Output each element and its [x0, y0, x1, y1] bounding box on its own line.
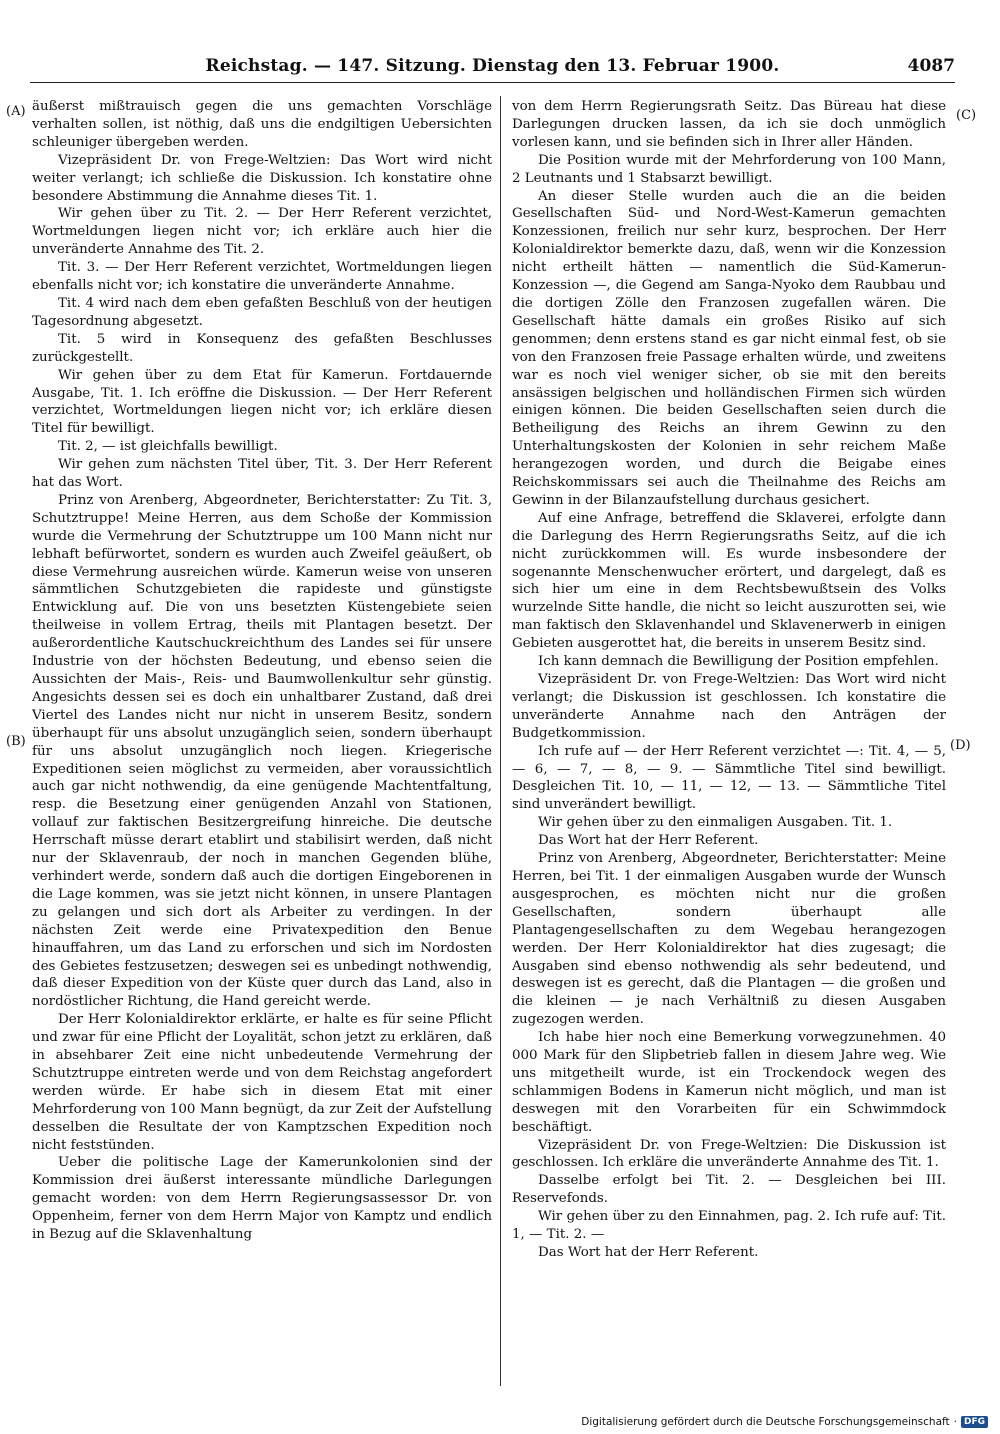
page-number: 4087	[907, 56, 955, 76]
paragraph: Wir gehen über zu dem Etat für Kamerun. Fortdauernde Ausgabe, Tit. 1. Ich eröffne die Diskussion. — Der Herr Referent verzichtet, Wortmeldungen liegen nicht vor; ich erkläre diesen Titel für bewilligt.	[32, 367, 492, 437]
paragraph: An dieser Stelle wurden auch die an die beiden Gesellschaften Süd- und Nord-West-Kamerun gemachten Konzessionen, freilich nur sehr kurz, besprochen. Der Herr Kolonialdirektor bemerkte dazu, daß, wenn wir die Konzession nicht ertheilt hätten — namentlich die Süd-Kamerun-Konzession —, die Gegend am Sanga-Nyoko dem Raubbau und die dortigen Zölle den Franzosen zugefallen wären. Die Gesellschaft hätte damals ein großes Risiko auf sich genommen; denn erstens stand es gar nicht einmal fest, ob sie von den Franzosen freie Passage erhalten würde, und zweitens war es noch viel weniger sicher, ob sie mit den bereits ansässigen belgischen und holländischen Firmen sich würden einigen können. Die beiden Gesellschaften seien durch die Betheiligung des Reichs an ihrem Gewinn zu den Unterhaltungskosten der Kolonien in sehr reichem Maße herangezogen worden, und durch die Beigabe eines Reichskommissars sei auch die Theilnahme des Reichs am Gewinn in der Bilanzaufstellung durchaus gesichert.	[512, 188, 946, 508]
paragraph: Tit. 4 wird nach dem eben gefaßten Beschluß von der heutigen Tagesordnung abgesetzt.	[32, 295, 492, 329]
paragraph: Auf eine Anfrage, betreffend die Sklaverei, erfolgte dann die Darlegung des Herrn Regierungsraths Seitz, auf die ich nicht zurückkommen will. Es wurde insbesondere der sogenannte Menschenwucher erörtert, und dargelegt, daß es sich hier um eine in dem Rechtsbewußtsein des Volks wurzelnde Sitte handle, die nicht so leicht auszurotten sei, wie man faktisch den Sklavenhandel und Sklavenerwerb in einigen Gebieten ausgerottet hat, die bereits in unserem Besitz sind.	[512, 510, 946, 652]
right-column	[512, 98, 946, 1388]
left-column	[32, 98, 492, 1388]
margin-mark-a: (A)	[6, 104, 26, 119]
paragraph: Ich habe hier noch eine Bemerkung vorwegzunehmen. 40 000 Mark für den Slipbetrieb fallen in diesem Jahre weg. Wie uns mitgetheilt wurde, ist ein Trockendock wegen des schlammigen Bodens in Kamerun nicht möglich, und man ist deswegen mit den Vorarbeiten für ein Schwimmdock beschäftigt.	[512, 1030, 946, 1135]
paragraph: Der Herr Kolonialdirektor erklärte, er halte es für seine Pflicht und zwar für eine Pflicht der Loyalität, schon jetzt zu erklären, daß in absehbarer Zeit eine nicht unbedeutende Vermehrung der Schutztruppe eintreten werde und von dem Reichstag angefordert werden würde. Er habe sich in diesem Etat mit einer Mehrforderung von 100 Mann begnügt, da zur Zeit der Aufstellung desselben die Resultate der von Kamptzschen Expedition noch nicht feststünden.	[32, 1012, 492, 1153]
dfg-logo-icon: DFG	[961, 1416, 988, 1428]
paragraph: Ich rufe auf — der Herr Referent verzichtet —: Tit. 4, — 5, — 6, — 7, — 8, — 9. — Sämmtliche Titel sind bewilligt. Desgleichen Tit. 10, — 11, — 12, — 13. — Sämmtliche Titel sind unverändert bewilligt.	[512, 743, 946, 813]
paragraph: Das Wort hat der Herr Referent.	[538, 1245, 759, 1260]
paragraph: äußerst mißtrauisch gegen die uns gemachten Vorschläge verhalten sollen, ist nöthig, daß uns die endgiltigen Uebersichten schleuniger übergeben werden.	[32, 99, 492, 150]
paragraph: Vizepräsident Dr. von Frege-Weltzien: Die Diskussion ist geschlossen. Ich erkläre die unveränderte Annahme des Tit. 1.	[512, 1137, 946, 1171]
margin-mark-b: (B)	[6, 734, 26, 749]
page-header	[30, 52, 955, 83]
paragraph: Ueber die politische Lage der Kamerunkolonien sind der Kommission drei äußerst interessante mündliche Darlegungen gemacht worden: von dem Herrn Regierungsassessor Dr. von Oppenheim, ferner von dem Herrn Major von Kamptz und endlich in Bezug auf die Sklavenhaltung	[32, 1155, 492, 1243]
paragraph: Vizepräsident Dr. von Frege-Weltzien: Das Wort wird nicht weiter verlangt; ich schließe die Diskussion. Ich konstatire ohne besondere Abstimmung die Annahme dieses Tit. 1.	[32, 152, 492, 204]
paragraph: Tit. 3. — Der Herr Referent verzichtet, Wortmeldungen liegen ebenfalls nicht vor; ich konstatire die unveränderte Annahme.	[32, 260, 492, 294]
paragraph: Tit. 5 wird in Konsequenz des gefaßten Beschlusses zurückgestellt.	[32, 331, 492, 365]
column-divider	[500, 96, 501, 1386]
paragraph: Die Position wurde mit der Mehrforderung von 100 Mann, 2 Leutnants und 1 Stabsarzt bewilligt.	[512, 152, 946, 186]
footer-text: Digitalisierung gefördert durch die Deutsche Forschungsgemeinschaft	[581, 1416, 950, 1428]
header-title: Reichstag. — 147. Sitzung. Dienstag den 13. Februar 1900.	[205, 56, 780, 76]
margin-mark-d: (D)	[950, 738, 971, 753]
paragraph: Ich kann demnach die Bewilligung der Position empfehlen.	[538, 654, 939, 670]
paragraph: Dasselbe erfolgt bei Tit. 2. — Desgleichen bei III. Reservefonds.	[512, 1173, 946, 1207]
paragraph: Wir gehen über zu den Einnahmen, pag. 2. Ich rufe auf: Tit. 1, — Tit. 2. —	[512, 1209, 946, 1243]
paragraph: Vizepräsident Dr. von Frege-Weltzien: Das Wort wird nicht verlangt; die Diskussion ist geschlossen. Ich konstatire die unveränderte Annahme nach den Anträgen der Budgetkommission.	[512, 672, 946, 741]
paragraph: Wir gehen zum nächsten Titel über, Tit. 3. Der Herr Referent hat das Wort.	[32, 457, 492, 491]
paragraph: von dem Herrn Regierungsrath Seitz. Das Büreau hat diese Darlegungen drucken lassen, da ich sie doch unmöglich vorlesen kann, und sie befinden sich in Ihrer aller Händen.	[512, 99, 946, 150]
paragraph: Tit. 2, — ist gleichfalls bewilligt.	[58, 439, 278, 455]
paragraph: Wir gehen über zu Tit. 2. — Der Herr Referent verzichtet, Wortmeldungen liegen nicht vor; ich erkläre auch hier die unveränderte Annahme des Tit. 2.	[32, 206, 492, 258]
footer-separator: ·	[953, 1416, 957, 1428]
paragraph: Prinz von Arenberg, Abgeordneter, Berichterstatter: Meine Herren, bei Tit. 1 der einmaligen Ausgaben wurde der Wunsch ausgesprochen, es möchten nicht nur die großen Gesellschaften, sondern überhaupt alle Plantagengesellschaften zu dem Wegebau herangezogen werden. Der Herr Kolonialdirektor hat dies zugesagt; die Ausgaben sind ebenso nothwendig als sehr bedeutend, und deswegen ist es gerecht, daß die Plantagen — die großen und die kleinen — je nach Verhältniß zu diesen Ausgaben zugezogen werden.	[512, 851, 946, 1028]
margin-mark-c: (C)	[956, 108, 977, 123]
digitization-credit	[581, 1416, 988, 1428]
paragraph: Wir gehen über zu den einmaligen Ausgaben. Tit. 1.	[538, 815, 893, 831]
paragraph: Das Wort hat der Herr Referent.	[538, 833, 759, 849]
paragraph: Prinz von Arenberg, Abgeordneter, Berichterstatter: Zu Tit. 3, Schutztruppe! Meine Herren, aus dem Schoße der Kommission wurde die Vermehrung der Schutztruppe um 100 Mann nicht nur lebhaft befürwortet, sondern es wurden auch Zweifel geäußert, ob diese Vermehrung ausreichen würde. Kamerun weise von unseren sämmtlichen Schutzgebieten die rapideste und günstigste Entwicklung auf. Die von uns besetzten Küstengebiete seien theilweise in vollem Ertrag, theils mit Plantagen besetzt. Der außerordentliche Kautschuckreichthum des Landes sei für unsere Industrie von der höchsten Bedeutung, und ebenso seien die Aussichten der Mais-, Reis- und Baumwollenkultur sehr günstig. Angesichts dessen sei es doch ein unhaltbarer Zustand, daß drei Viertel des Landes nicht nur nicht in unserem Besitz, sondern überhaupt für uns absolut unzugänglich seien, sondern überhaupt für uns absolut unzugänglich noch liegen. Kriegerische Expeditionen seien möglichst zu vermeiden, aber voraussichtlich auch gar nicht nothwendig, da eine genügende Machtentfaltung, resp. die Besetzung einer genügenden Anzahl von Stationen, vollauf zur faktischen Besitzergreifung hinreiche. Die deutsche Herrschaft müsse derart etablirt und stabilisirt werden, daß nicht nur der Sklavenraub, der noch in manchen Gegenden blühe, verhindert werde, sondern daß auch die dortigen Eingeborenen in die Lage kommen, was sie jetzt nicht können, in unsere Plantagen zu gelangen und sich dort als Arbeiter zu verdingen. In der nächsten Zeit werde eine Privatexpedition den Benue hinauffahren, um das Land zu erforschen und sich im Nordosten des Gebietes festzusetzen; deswegen sei es unbedingt nothwendig, daß dieser Expedition von der Küste quer durch das Land, also in nordöstlicher Richtung, die Hand gereicht werde.	[32, 492, 492, 1010]
